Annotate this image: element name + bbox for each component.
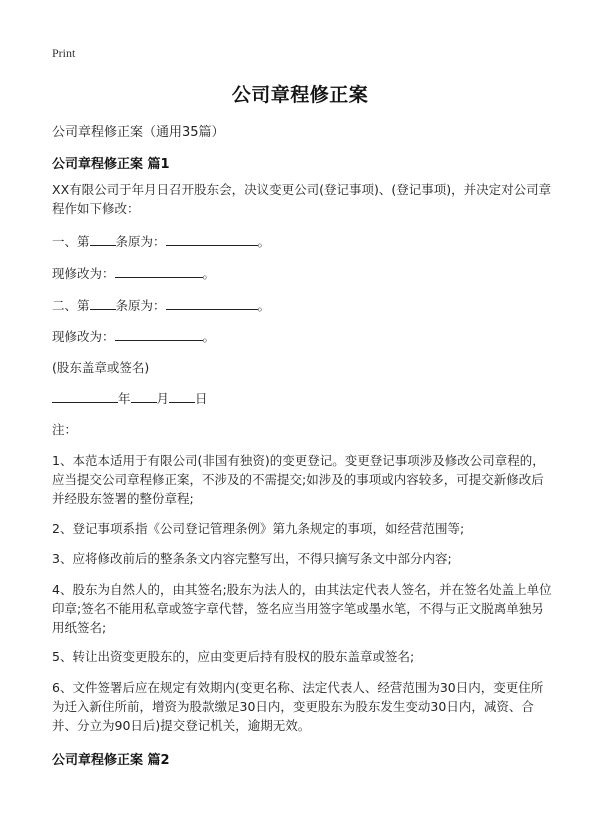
- clause-1-middle: 条原为：: [115, 234, 166, 249]
- clause-1-modified: [52, 264, 552, 283]
- note-item-5: 5、转让出资变更股东的，应由变更后持有股权的股东盖章或签名;: [52, 649, 415, 664]
- month-blank: [131, 389, 157, 403]
- intro-paragraph: XX有限公司于年月日召开股东会，决议变更公司(登记事项)、(登记事项)，并决定对公司章程作如下修改：: [52, 182, 552, 216]
- date-year-label: 年: [118, 391, 131, 406]
- print-label: Print: [52, 46, 76, 60]
- note-item-1: 1、本范本适用于有限公司(非国有独资)的变更登记。变更登记事项涉及修改公司章程的，应当提交公司章程修正案，不涉及的不需提交;如涉及的事项或内容较多，可提交新修改后并经股东签署的整份章程;: [52, 453, 545, 506]
- note-item-2: 2、登记事项系指《公司登记管理条例》第九条规定的事项，如经营范围等;: [52, 521, 465, 536]
- modified-2-suffix: 。: [202, 329, 216, 344]
- signature-line: (股东盖章或签名): [52, 360, 150, 375]
- date-day-label: 日: [195, 391, 208, 406]
- modified-2-prefix: 现修改为：: [52, 329, 115, 344]
- clause-2-middle: 条原为：: [115, 298, 166, 313]
- document-title: 公司章程修正案: [231, 84, 369, 106]
- date-line: [52, 389, 552, 408]
- section-heading-2: 公司章程修正案 篇2: [52, 753, 170, 768]
- clause-2-prefix: 二、第: [52, 298, 90, 313]
- modified-1-prefix: 现修改为：: [52, 266, 115, 281]
- year-blank: [52, 389, 118, 403]
- document-subtitle: 公司章程修正案（通用35篇）: [52, 125, 225, 140]
- original-text-blank: [166, 296, 258, 310]
- note-item-4: 4、股东为自然人的，由其签名;股东为法人的，由其法定代表人签名，并在签名处盖上单位印章;签名不能用私章或签字章代替，签名应当用签字笔或墨水笔，不得与正文脱离单独另用纸签名;: [52, 582, 552, 635]
- original-text-blank: [166, 232, 258, 246]
- clause-number-blank: [90, 232, 116, 246]
- date-month-label: 月: [156, 391, 170, 406]
- clause-1-suffix: 。: [257, 234, 271, 249]
- modified-text-blank: [115, 264, 203, 278]
- section-heading-1: 公司章程修正案 篇1: [52, 157, 170, 172]
- clause-1-original: [52, 232, 552, 251]
- clause-1-prefix: 一、第: [52, 234, 90, 249]
- clause-number-blank: [90, 296, 116, 310]
- clause-2-modified: [52, 327, 552, 346]
- note-item-6: 6、文件签署后应在规定有效期内(变更名称、法定代表人、经营范围为30日内，变更住所为迁入新住所前，增资为股款缴足30日内，变更股东为股东发生变动30日内，减资、合并、分立为90日后)提交登记机关，逾期无效。: [52, 680, 544, 733]
- modified-1-suffix: 。: [202, 266, 216, 281]
- day-blank: [169, 389, 195, 403]
- clause-2-suffix: 。: [257, 298, 271, 313]
- note-label: 注：: [52, 422, 78, 437]
- modified-text-blank: [115, 327, 203, 341]
- note-item-3: 3、应将修改前后的整条条文内容完整写出，不得只摘写条文中部分内容;: [52, 551, 452, 566]
- clause-2-original: [52, 296, 552, 315]
